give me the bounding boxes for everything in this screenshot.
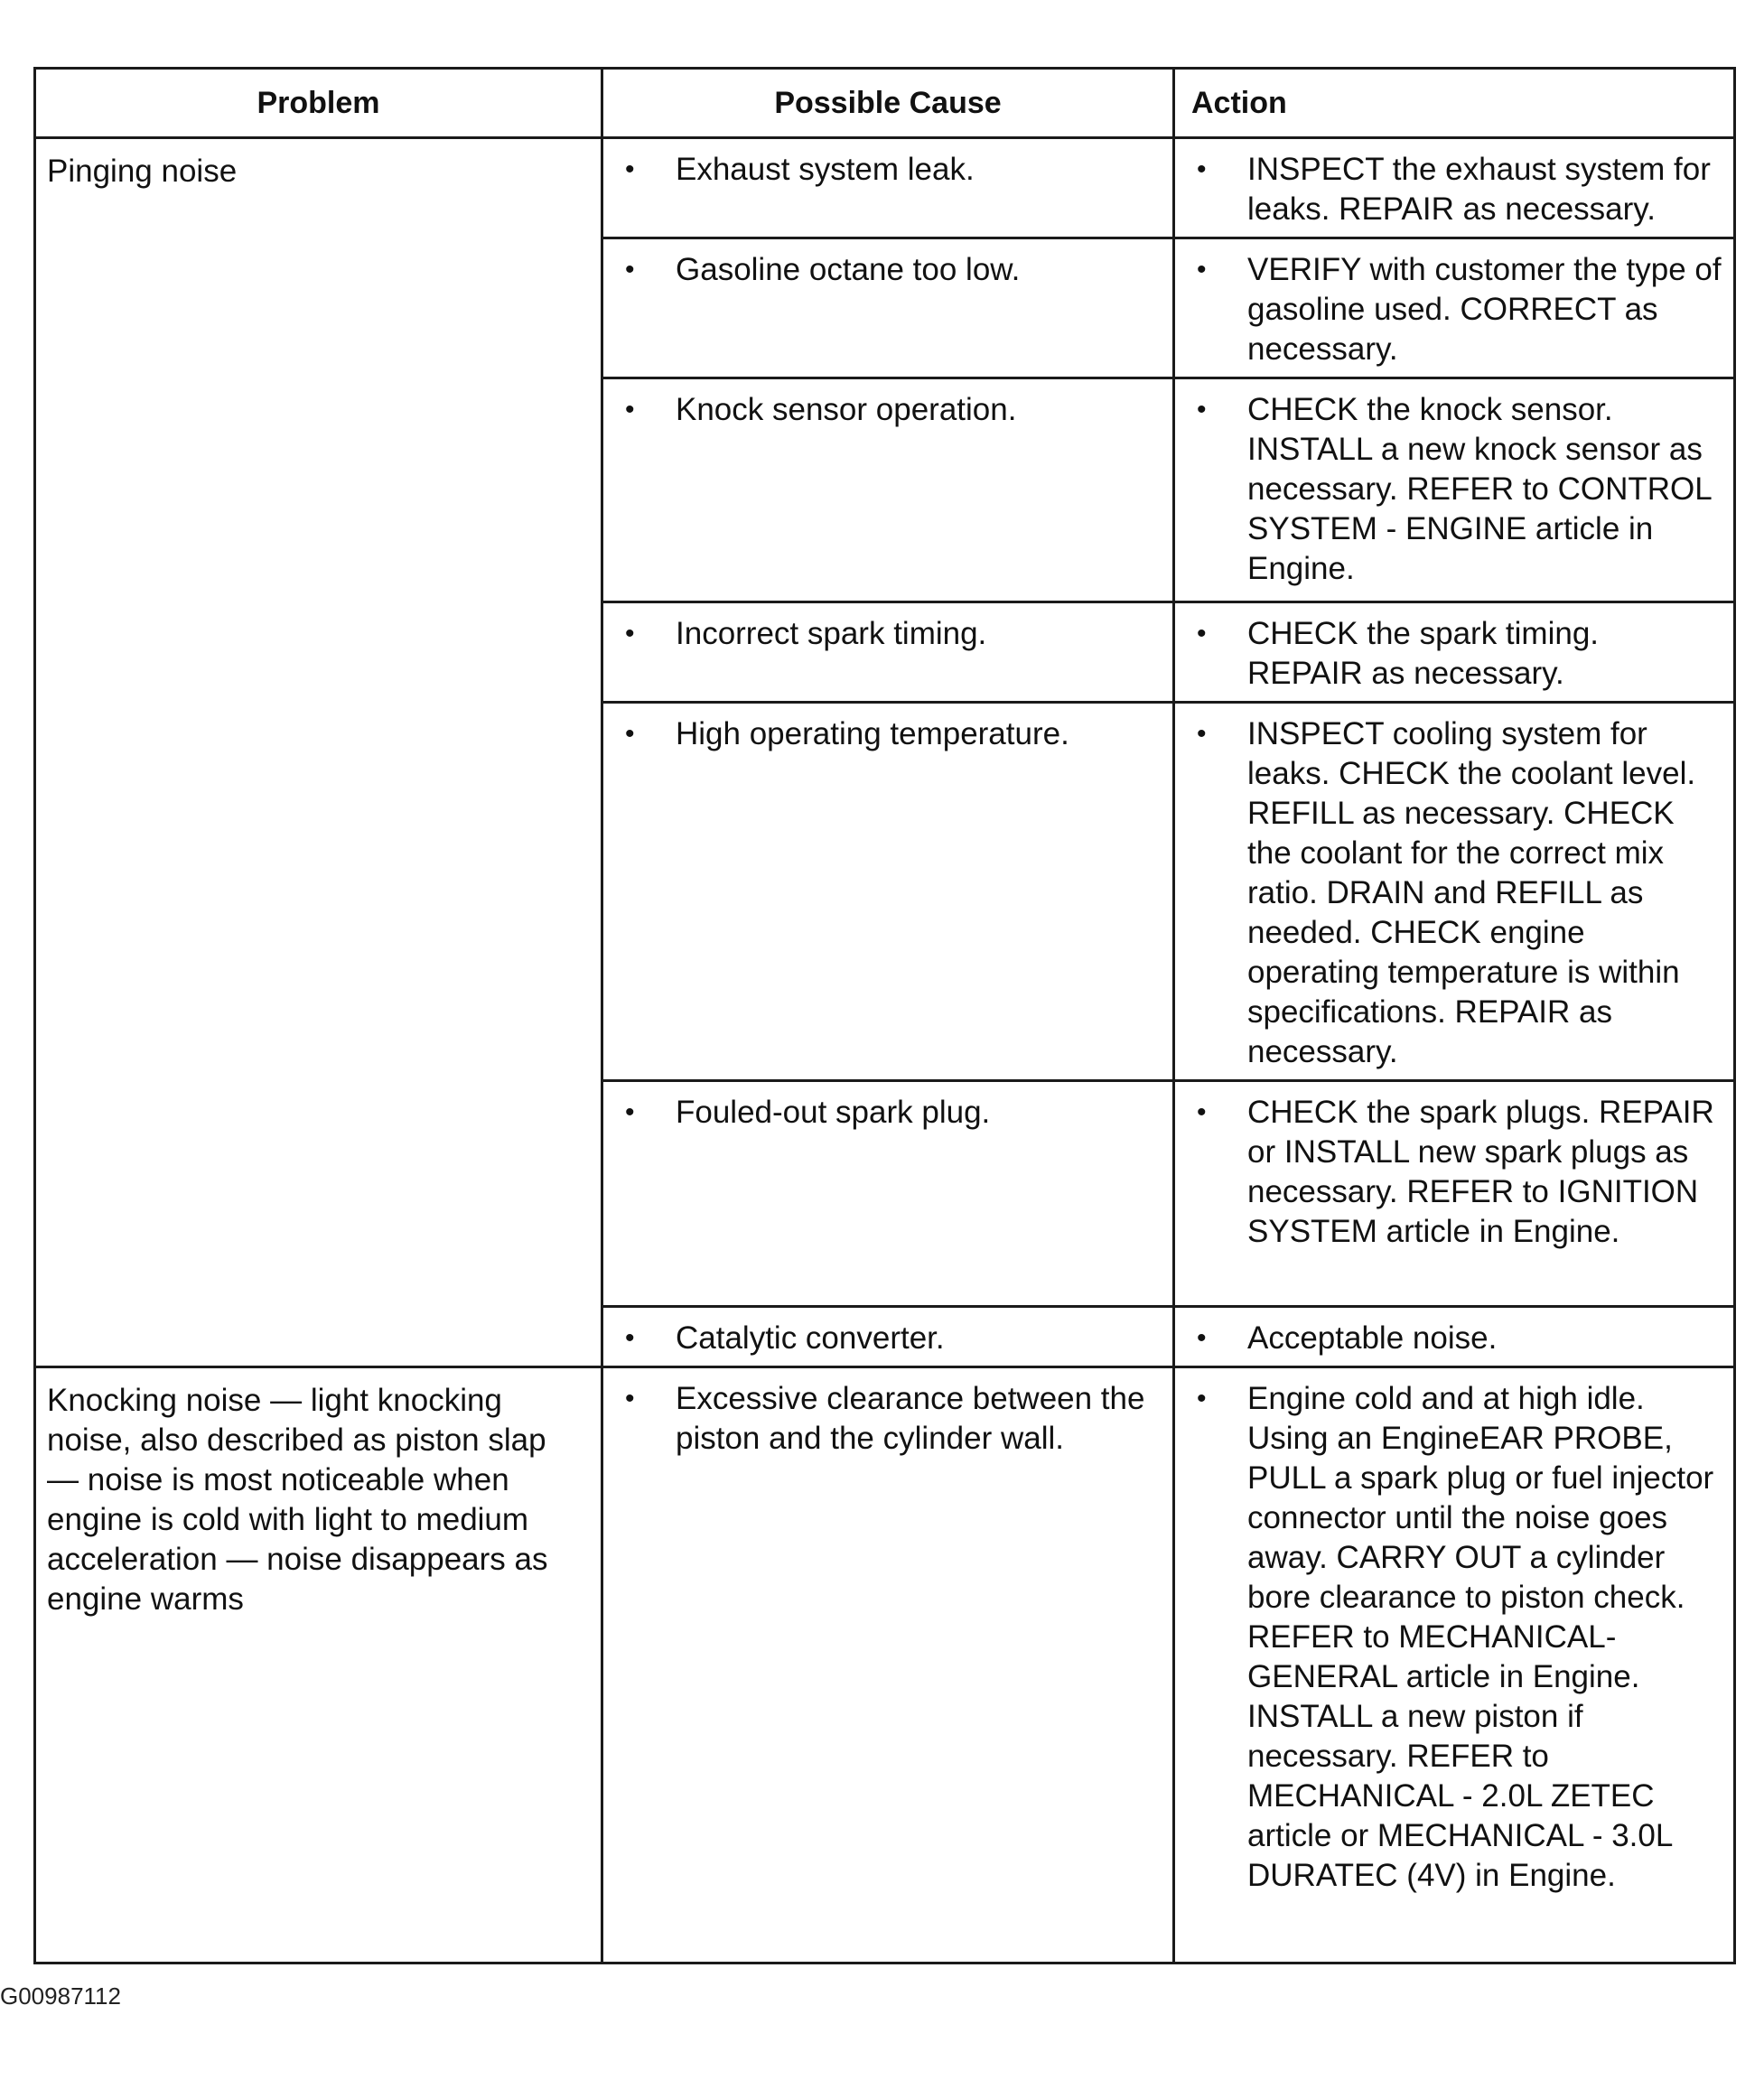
cause-text: High operating temperature. bbox=[676, 716, 1069, 751]
diagnosis-table bbox=[33, 67, 1736, 1964]
action-cell bbox=[1174, 1307, 1735, 1367]
action-text: Engine cold and at high idle. Using an EngineEAR PROBE, PULL a spark plug or fuel injector connector until the noise goes away. CARRY OUT a cylinder bore clearance to piston check. REFER to MECHANICAL-GENERAL article in Engine. INSTALL a new piston if necessary. REFER to MECHANICAL - 2.0L ZETEC article or MECHANICAL - 3.0L DURATEC (4V) in Engine. bbox=[1247, 1381, 1714, 1893]
action-cell bbox=[1174, 138, 1735, 238]
header-possible-cause: Possible Cause bbox=[602, 69, 1174, 138]
bullet-icon: • bbox=[1197, 719, 1207, 749]
cause-cell bbox=[602, 138, 1174, 238]
bullet-icon: • bbox=[625, 719, 635, 749]
header-action: Action bbox=[1174, 69, 1735, 138]
figure-code: G00987112 bbox=[0, 1982, 121, 2010]
problem-cell: Knocking noise — light knocking noise, also described as piston slap — noise is most noticeable when engine is cold with light to medium acceleration — noise disappears as engine warms bbox=[35, 1367, 602, 1963]
cause-cell bbox=[602, 703, 1174, 1081]
bullet-icon: • bbox=[625, 1097, 635, 1127]
action-cell bbox=[1174, 1081, 1735, 1307]
action-cell bbox=[1174, 703, 1735, 1081]
cause-text: Incorrect spark timing. bbox=[676, 616, 987, 651]
action-text: CHECK the spark timing. REPAIR as necessary. bbox=[1247, 616, 1600, 691]
cause-cell bbox=[602, 238, 1174, 378]
problem-cell: Pinging noise bbox=[35, 138, 602, 1367]
table-header-row bbox=[35, 69, 1735, 138]
bullet-icon: • bbox=[1197, 154, 1207, 184]
action-text: Acceptable noise. bbox=[1247, 1320, 1498, 1356]
action-text: INSPECT the exhaust system for leaks. REPAIR as necessary. bbox=[1247, 152, 1711, 227]
bullet-icon: • bbox=[1197, 619, 1207, 648]
cause-text: Catalytic converter. bbox=[676, 1320, 945, 1356]
cause-text: Knock sensor operation. bbox=[676, 392, 1017, 427]
bullet-icon: • bbox=[1197, 1097, 1207, 1127]
bullet-icon: • bbox=[625, 154, 635, 184]
bullet-icon: • bbox=[1197, 1323, 1207, 1353]
cause-text: Exhaust system leak. bbox=[676, 152, 975, 187]
cause-cell bbox=[602, 1081, 1174, 1307]
action-text: CHECK the knock sensor. INSTALL a new knock sensor as necessary. REFER to CONTROL SYSTEM - ENGINE article in Engine. bbox=[1247, 392, 1712, 586]
bullet-icon: • bbox=[625, 1323, 635, 1353]
action-cell bbox=[1174, 378, 1735, 602]
cause-cell bbox=[602, 1307, 1174, 1367]
action-text: CHECK the spark plugs. REPAIR or INSTALL new spark plugs as necessary. REFER to IGNITION SYSTEM article in Engine. bbox=[1247, 1095, 1714, 1249]
bullet-icon: • bbox=[625, 1384, 635, 1413]
action-cell bbox=[1174, 238, 1735, 378]
bullet-icon: • bbox=[625, 619, 635, 648]
bullet-icon: • bbox=[625, 255, 635, 284]
cause-text: Excessive clearance between the piston and the cylinder wall. bbox=[676, 1381, 1145, 1456]
cause-text: Gasoline octane too low. bbox=[676, 252, 1021, 287]
bullet-icon: • bbox=[1197, 255, 1207, 284]
action-cell bbox=[1174, 602, 1735, 703]
cause-text: Fouled-out spark plug. bbox=[676, 1095, 991, 1130]
action-text: VERIFY with customer the type of gasoline used. CORRECT as necessary. bbox=[1247, 252, 1722, 367]
table-row bbox=[35, 1367, 1735, 1963]
bullet-icon: • bbox=[1197, 1384, 1207, 1413]
bullet-icon: • bbox=[1197, 395, 1207, 424]
cause-cell bbox=[602, 378, 1174, 602]
action-text: INSPECT cooling system for leaks. CHECK the coolant level. REFILL as necessary. CHECK the coolant for the correct mix ratio. DRAIN and REFILL as needed. CHECK engine operating temperature is within specifications. REPAIR as necessary. bbox=[1247, 716, 1696, 1069]
bullet-icon: • bbox=[625, 395, 635, 424]
cause-cell bbox=[602, 602, 1174, 703]
table-row bbox=[35, 138, 1735, 238]
header-problem: Problem bbox=[35, 69, 602, 138]
action-cell bbox=[1174, 1367, 1735, 1963]
cause-cell bbox=[602, 1367, 1174, 1963]
